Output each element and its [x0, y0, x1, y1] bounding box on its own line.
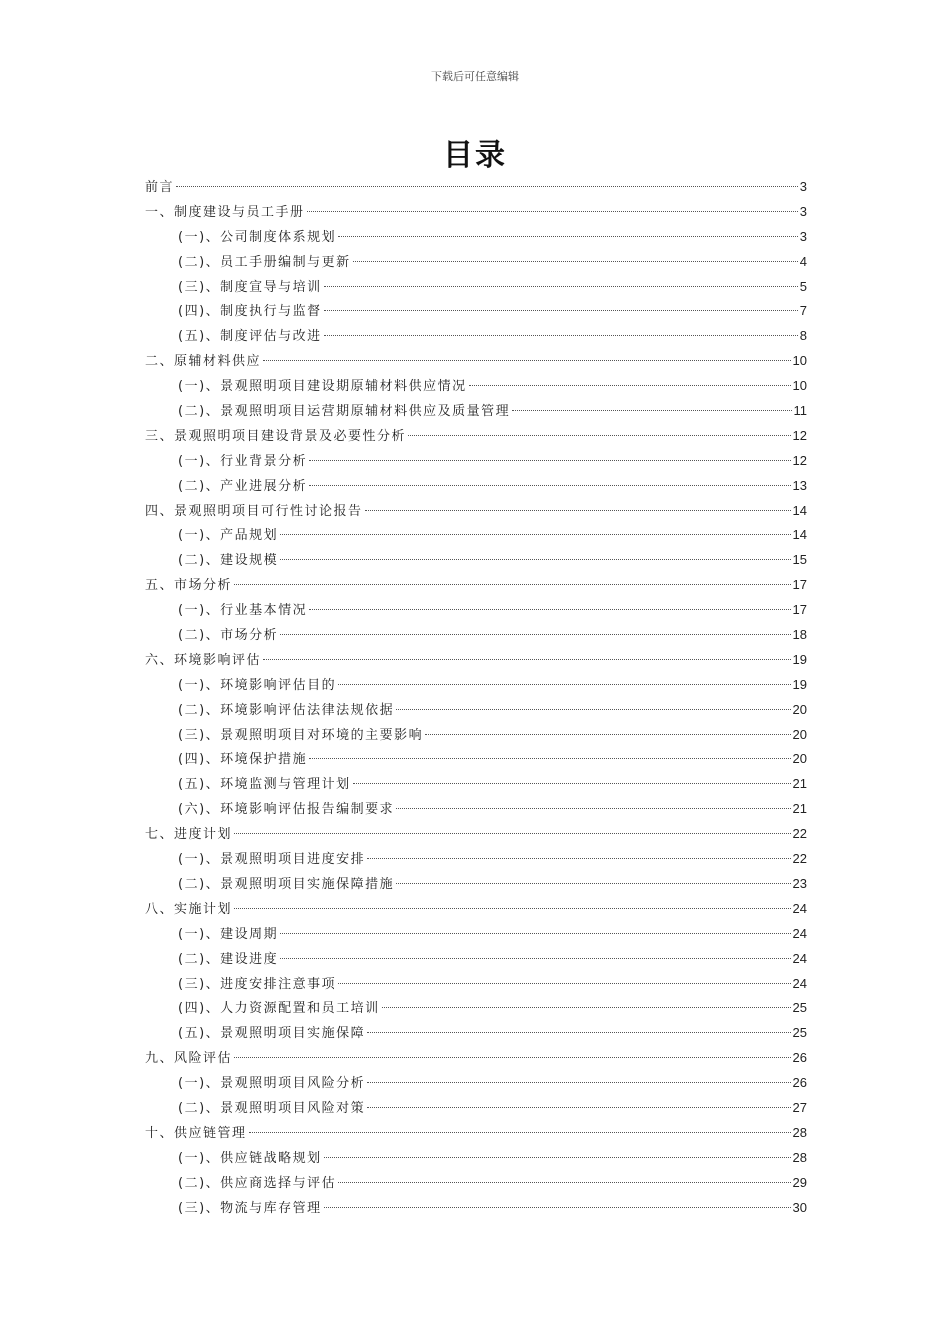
toc-section-entry[interactable] — [145, 947, 807, 972]
toc-page-number: 24 — [792, 925, 807, 941]
toc-entry-label: 七、进度计划 — [145, 827, 233, 843]
toc-entry-label: 五、市场分析 — [145, 578, 233, 594]
toc-entry-label: 三、景观照明项目建设背景及必要性分析 — [145, 428, 407, 444]
toc-entry-label: (一)、建设周期 — [178, 926, 279, 942]
toc-section-entry[interactable] — [145, 1096, 807, 1121]
toc-entry-label: (一)、景观照明项目进度安排 — [178, 852, 366, 868]
toc-entry-label: (三)、景观照明项目对环境的主要影响 — [178, 727, 424, 743]
toc-dot-leader — [408, 435, 791, 436]
toc-page-number: 20 — [792, 726, 807, 742]
toc-entry-label: 八、实施计划 — [145, 901, 233, 917]
toc-page-number: 26 — [792, 1075, 807, 1091]
toc-entry-label: 九、风险评估 — [145, 1051, 233, 1067]
toc-entry-label: (四)、制度执行与监督 — [178, 304, 322, 320]
toc-dot-leader — [280, 534, 790, 535]
toc-section-entry[interactable] — [145, 847, 807, 872]
toc-entry-label: (二)、景观照明项目风险对策 — [178, 1100, 366, 1116]
toc-page-number: 24 — [792, 900, 807, 916]
toc-page-number: 4 — [799, 253, 807, 269]
toc-section-entry[interactable] — [145, 747, 807, 772]
toc-dot-leader — [338, 1182, 790, 1183]
toc-title: 目录 — [443, 138, 507, 173]
toc-entry-label: 十、供应链管理 — [145, 1125, 247, 1141]
toc-page-number: 25 — [792, 1000, 807, 1016]
toc-page-number: 21 — [792, 776, 807, 792]
toc-chapter-entry[interactable] — [145, 499, 807, 524]
toc-entry-label: (三)、进度安排注意事项 — [178, 976, 337, 992]
toc-dot-leader — [280, 933, 790, 934]
toc-dot-leader — [234, 908, 791, 909]
toc-page-number: 30 — [792, 1199, 807, 1215]
toc-page-number: 24 — [792, 975, 807, 991]
toc-page-number: 25 — [792, 1025, 807, 1041]
toc-dot-leader — [324, 310, 798, 311]
toc-dot-leader — [365, 510, 791, 511]
toc-section-entry[interactable] — [145, 623, 807, 648]
toc-dot-leader — [307, 211, 798, 212]
toc-dot-leader — [367, 858, 790, 859]
toc-dot-leader — [367, 1107, 790, 1108]
toc-dot-leader — [367, 1032, 790, 1033]
toc-entry-label: (一)、行业基本情况 — [178, 603, 308, 619]
toc-entry-label: (一)、产品规划 — [178, 528, 279, 544]
toc-entry-label: (二)、市场分析 — [178, 628, 279, 644]
toc-dot-leader — [382, 1007, 791, 1008]
toc-entry-label: (二)、环境影响评估法律法规依据 — [178, 702, 395, 718]
toc-dot-leader — [396, 709, 790, 710]
toc-dot-leader — [425, 734, 790, 735]
toc-page-number: 27 — [792, 1099, 807, 1115]
toc-dot-leader — [280, 634, 790, 635]
toc-chapter-entry[interactable] — [145, 1046, 807, 1071]
toc-entry-label: (二)、供应商选择与评估 — [178, 1175, 337, 1191]
toc-dot-leader — [280, 958, 790, 959]
toc-entry-label: 前言 — [145, 180, 175, 195]
toc-chapter-entry[interactable] — [145, 424, 807, 449]
header-note: 下载后可任意编辑 — [431, 70, 519, 83]
toc-entry-label: (二)、建设规模 — [178, 553, 279, 569]
toc-section-entry[interactable] — [145, 922, 807, 947]
toc-dot-leader — [309, 609, 790, 610]
toc-dot-leader — [234, 1057, 791, 1058]
toc-section-entry[interactable] — [145, 449, 807, 474]
toc-dot-leader — [324, 335, 798, 336]
toc-page-number: 13 — [792, 477, 807, 493]
toc-entry-label: 二、原辅材料供应 — [145, 354, 262, 370]
toc-page-number: 23 — [792, 875, 807, 891]
toc-page-number: 3 — [799, 179, 807, 194]
toc-entry-label: 一、制度建设与员工手册 — [145, 204, 305, 220]
toc-dot-leader — [263, 360, 791, 361]
toc-section-entry[interactable] — [145, 1171, 807, 1196]
toc-page-number: 15 — [792, 552, 807, 568]
toc-dot-leader — [338, 684, 790, 685]
toc-section-entry[interactable] — [145, 872, 807, 897]
toc-entry-label: 六、环境影响评估 — [145, 652, 262, 668]
toc-chapter-entry[interactable] — [145, 349, 807, 374]
toc-chapter-entry[interactable] — [145, 822, 807, 847]
toc-section-entry[interactable] — [145, 1021, 807, 1046]
toc-chapter-entry[interactable] — [145, 1121, 807, 1146]
toc-dot-leader — [338, 236, 798, 237]
toc-entry-label: (一)、公司制度体系规划 — [178, 229, 337, 245]
toc-page-number: 11 — [793, 403, 807, 419]
toc-section-entry[interactable] — [145, 972, 807, 997]
toc-dot-leader — [249, 1132, 791, 1133]
toc-chapter-entry[interactable] — [145, 175, 807, 200]
toc-entry-label: 四、景观照明项目可行性讨论报告 — [145, 503, 363, 519]
toc-page-number: 12 — [792, 427, 807, 443]
toc-section-entry[interactable] — [145, 299, 807, 324]
toc-chapter-entry[interactable] — [145, 648, 807, 673]
toc-dot-leader — [176, 186, 798, 187]
toc-entry-label: (二)、景观照明项目实施保障措施 — [178, 876, 395, 892]
toc-dot-leader — [309, 460, 790, 461]
toc-entry-label: (四)、环境保护措施 — [178, 752, 308, 768]
toc-page-number: 3 — [799, 228, 807, 244]
toc-entry-label: (二)、产业进展分析 — [178, 478, 308, 494]
toc-page-number: 21 — [792, 801, 807, 817]
toc-section-entry[interactable] — [145, 772, 807, 797]
toc-entry-label: (四)、人力资源配置和员工培训 — [178, 1001, 380, 1017]
toc-dot-leader — [234, 584, 791, 585]
toc-entry-label: (五)、景观照明项目实施保障 — [178, 1026, 366, 1042]
toc-dot-leader — [367, 1082, 790, 1083]
toc-dot-leader — [396, 808, 790, 809]
toc-section-entry[interactable] — [145, 474, 807, 499]
toc-page-number: 29 — [792, 1174, 807, 1190]
toc-section-entry[interactable] — [145, 374, 807, 399]
toc-entry-label: (二)、建设进度 — [178, 951, 279, 967]
toc-page-number: 28 — [792, 1124, 807, 1140]
toc-dot-leader — [309, 758, 790, 759]
toc-section-entry[interactable] — [145, 797, 807, 822]
toc-page-number: 7 — [799, 303, 807, 319]
toc-section-entry[interactable] — [145, 324, 807, 349]
toc-section-entry[interactable] — [145, 598, 807, 623]
toc-section-entry[interactable] — [145, 523, 807, 548]
toc-dot-leader — [469, 385, 791, 386]
toc-dot-leader — [512, 410, 791, 411]
toc-entry-label: (三)、物流与库存管理 — [178, 1200, 322, 1216]
toc-entry-label: (一)、环境影响评估目的 — [178, 677, 337, 693]
toc-dot-leader — [338, 983, 790, 984]
toc-page-number: 22 — [792, 851, 807, 867]
toc-page-number: 24 — [792, 950, 807, 966]
toc-dot-leader — [234, 833, 791, 834]
toc-entry-label: (二)、员工手册编制与更新 — [178, 254, 351, 270]
toc-section-entry[interactable] — [145, 399, 807, 424]
toc-section-entry[interactable] — [145, 250, 807, 275]
toc-chapter-entry[interactable] — [145, 897, 807, 922]
toc-entry-label: (六)、环境影响评估报告编制要求 — [178, 802, 395, 818]
toc-page-number: 26 — [792, 1050, 807, 1066]
toc-entry-label: (五)、制度评估与改进 — [178, 329, 322, 345]
toc-page-number: 8 — [799, 328, 807, 344]
toc-section-entry[interactable] — [145, 698, 807, 723]
toc-section-entry[interactable] — [145, 1146, 807, 1171]
toc-page-number: 14 — [792, 527, 807, 543]
toc-entry-label: (一)、景观照明项目建设期原辅材料供应情况 — [178, 379, 467, 395]
toc-page-number: 17 — [792, 577, 807, 593]
toc-section-entry[interactable] — [145, 723, 807, 748]
toc-page-number: 19 — [792, 676, 807, 692]
toc-page-number: 28 — [792, 1149, 807, 1165]
toc-section-entry[interactable] — [145, 1071, 807, 1096]
toc-dot-leader — [309, 485, 790, 486]
toc-page-number: 17 — [792, 602, 807, 618]
toc-dot-leader — [280, 559, 790, 560]
toc-page-number: 12 — [792, 452, 807, 468]
toc-page-number: 22 — [792, 826, 807, 842]
toc-page-number: 20 — [792, 751, 807, 767]
toc-entry-label: (一)、景观照明项目风险分析 — [178, 1076, 366, 1092]
toc-page-number: 20 — [792, 701, 807, 717]
toc-dot-leader — [324, 286, 798, 287]
toc-entry-label: (一)、行业背景分析 — [178, 453, 308, 469]
table-of-contents — [145, 175, 807, 1220]
toc-page-number: 10 — [792, 378, 807, 394]
toc-page-number: 19 — [792, 651, 807, 667]
toc-entry-label: (三)、制度宣导与培训 — [178, 279, 322, 295]
toc-section-entry[interactable] — [145, 275, 807, 300]
toc-section-entry[interactable] — [145, 1196, 807, 1221]
toc-page-number: 14 — [792, 502, 807, 518]
toc-chapter-entry[interactable] — [145, 200, 807, 225]
toc-page-number: 10 — [792, 353, 807, 369]
toc-dot-leader — [353, 261, 798, 262]
toc-dot-leader — [353, 783, 791, 784]
toc-chapter-entry[interactable] — [145, 573, 807, 598]
toc-entry-label: (二)、景观照明项目运营期原辅材料供应及质量管理 — [178, 404, 511, 420]
toc-section-entry[interactable] — [145, 225, 807, 250]
toc-section-entry[interactable] — [145, 548, 807, 573]
toc-page-number: 5 — [799, 278, 807, 294]
toc-page-number: 3 — [799, 203, 807, 219]
toc-entry-label: (一)、供应链战略规划 — [178, 1150, 322, 1166]
toc-dot-leader — [396, 883, 790, 884]
toc-page-number: 18 — [792, 627, 807, 643]
toc-section-entry[interactable] — [145, 673, 807, 698]
toc-dot-leader — [263, 659, 791, 660]
toc-section-entry[interactable] — [145, 996, 807, 1021]
toc-dot-leader — [324, 1207, 791, 1208]
toc-dot-leader — [324, 1157, 791, 1158]
toc-entry-label: (五)、环境监测与管理计划 — [178, 777, 351, 793]
